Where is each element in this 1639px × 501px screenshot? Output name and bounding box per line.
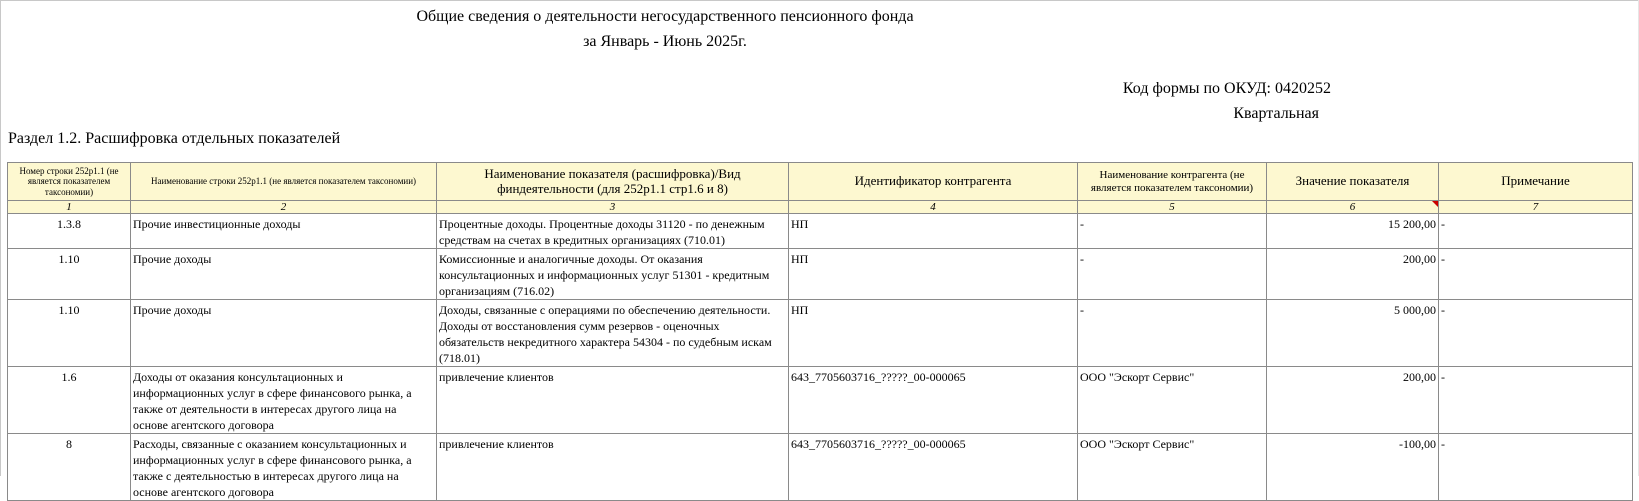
report-title: Общие сведения о деятельности негосударственного пенсионного фонда — [416, 8, 914, 25]
column-number-1[interactable]: 1 — [8, 201, 131, 214]
table-row — [8, 367, 1633, 434]
cell-row-name[interactable]: Прочие доходы — [131, 249, 437, 300]
column-number-6-label: 6 — [1349, 201, 1356, 213]
cell-indicator[interactable]: привлечение клиентов — [437, 434, 789, 501]
cell-counterparty-name[interactable]: - — [1078, 249, 1267, 300]
table-header-row — [8, 163, 1633, 201]
column-number-row — [8, 201, 1633, 214]
cell-counterparty-id[interactable]: НП — [789, 214, 1078, 249]
indicators-table — [7, 162, 1633, 501]
comment-marker-icon[interactable] — [1432, 201, 1438, 207]
column-number-4[interactable]: 4 — [789, 201, 1078, 214]
table-row — [8, 434, 1633, 501]
cell-indicator[interactable]: Комиссионные и аналогичные доходы. От оказания консультационных и информационных услуг 51301 - кредитным организациям (716.02) — [437, 249, 789, 300]
cell-value[interactable]: 15 200,00 — [1267, 214, 1439, 249]
column-header-row-name[interactable]: Наименование строки 252р1.1 (не является показателем таксономии) — [131, 163, 437, 201]
cell-note[interactable]: - — [1439, 367, 1633, 434]
cell-row-name[interactable]: Прочие инвестиционные доходы — [131, 214, 437, 249]
cell-row-number[interactable]: 1.10 — [8, 249, 131, 300]
cell-value[interactable]: 200,00 — [1267, 367, 1439, 434]
cell-counterparty-id[interactable]: НП — [789, 249, 1078, 300]
cell-note[interactable]: - — [1439, 300, 1633, 367]
cell-row-number[interactable]: 1.3.8 — [8, 214, 131, 249]
report-period: за Январь - Июнь 2025г. — [583, 33, 747, 50]
cell-row-name[interactable]: Доходы от оказания консультационных и информационных услуг в сфере финансового рынка, а также от деятельности в интересах другого лица на основе агентского договора — [131, 367, 437, 434]
cell-counterparty-id[interactable]: НП — [789, 300, 1078, 367]
column-header-counterparty-name[interactable]: Наименование контрагента (не является показателем таксономии) — [1078, 163, 1267, 201]
okud-code: Код формы по ОКУД: 0420252 — [1122, 80, 1331, 97]
table-row — [8, 300, 1633, 367]
column-number-6[interactable] — [1267, 201, 1439, 214]
cell-counterparty-id[interactable]: 643_7705603716_?????_00-000065 — [789, 367, 1078, 434]
column-number-2[interactable]: 2 — [131, 201, 437, 214]
cell-counterparty-name[interactable]: ООО "Эскорт Сервис" — [1078, 367, 1267, 434]
cell-indicator[interactable]: Доходы, связанные с операциями по обеспечению деятельности. Доходы от восстановления сумм резервов - оценочных обязательств некредитного характера 54304 - по судебным искам (718.01) — [437, 300, 789, 367]
cell-counterparty-id[interactable]: 643_7705603716_?????_00-000065 — [789, 434, 1078, 501]
report-periodicity: Квартальная — [1233, 105, 1319, 122]
cell-note[interactable]: - — [1439, 434, 1633, 501]
sheet-left-border — [0, 0, 1, 476]
column-number-5[interactable]: 5 — [1078, 201, 1267, 214]
cell-note[interactable]: - — [1439, 249, 1633, 300]
cell-row-name[interactable]: Прочие доходы — [131, 300, 437, 367]
sheet-top-border — [0, 0, 1639, 1]
column-number-7[interactable]: 7 — [1439, 201, 1633, 214]
cell-indicator[interactable]: привлечение клиентов — [437, 367, 789, 434]
column-header-row-number[interactable]: Номер строки 252р1.1 (не является показателем таксономии) — [8, 163, 131, 201]
table-row — [8, 249, 1633, 300]
cell-counterparty-name[interactable]: - — [1078, 300, 1267, 367]
cell-row-number[interactable]: 1.6 — [8, 367, 131, 434]
column-header-indicator[interactable]: Наименование показателя (расшифровка)/Вид финдеятельности (для 252р1.1 стр1.6 и 8) — [437, 163, 789, 201]
cell-counterparty-name[interactable]: - — [1078, 214, 1267, 249]
cell-row-number[interactable]: 1.10 — [8, 300, 131, 367]
column-number-3[interactable]: 3 — [437, 201, 789, 214]
section-title: Раздел 1.2. Расшифровка отдельных показателей — [8, 130, 341, 147]
cell-row-name[interactable]: Расходы, связанные с оказанием консультационных и информационных услуг в сфере финансового рынка, а также с деятельностью в интересах другого лица на основе агентского договора — [131, 434, 437, 501]
cell-note[interactable]: - — [1439, 214, 1633, 249]
table-row — [8, 214, 1633, 249]
cell-value[interactable]: 5 000,00 — [1267, 300, 1439, 367]
cell-row-number[interactable]: 8 — [8, 434, 131, 501]
column-header-counterparty-id[interactable]: Идентификатор контрагента — [789, 163, 1078, 201]
cell-indicator[interactable]: Процентные доходы. Процентные доходы 31120 - по денежным средствам на счетах в кредитных организациях (710.01) — [437, 214, 789, 249]
column-header-value[interactable]: Значение показателя — [1267, 163, 1439, 201]
cell-value[interactable]: 200,00 — [1267, 249, 1439, 300]
cell-counterparty-name[interactable]: ООО "Эскорт Сервис" — [1078, 434, 1267, 501]
column-header-note[interactable]: Примечание — [1439, 163, 1633, 201]
cell-value[interactable]: -100,00 — [1267, 434, 1439, 501]
